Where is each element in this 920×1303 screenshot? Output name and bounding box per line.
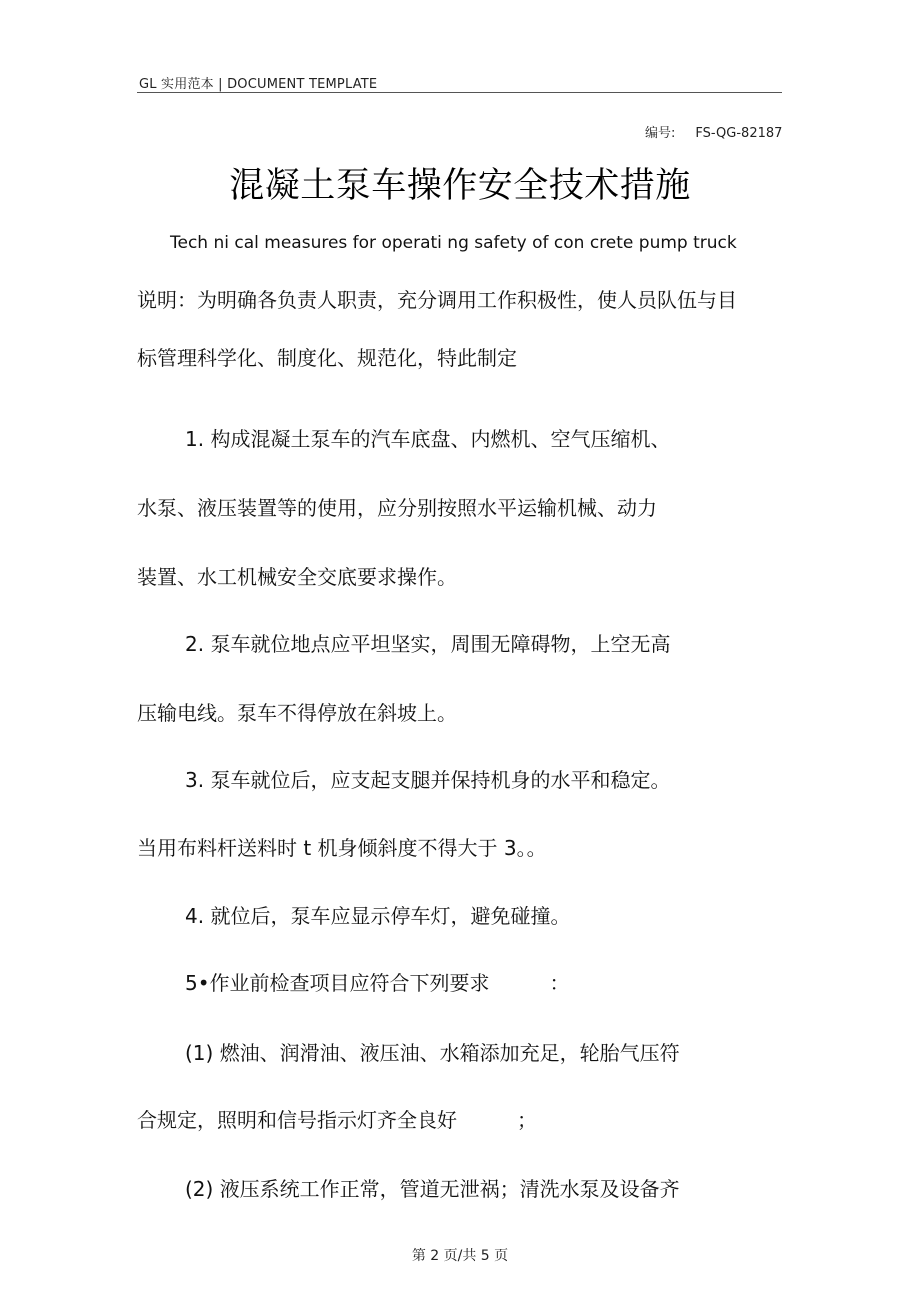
body-line: 当用布料杆送料时 t 机身倾斜度不得大于 3。。 bbox=[137, 836, 547, 860]
body-line: 压输电线。泵车不得停放在斜坡上。 bbox=[137, 701, 457, 725]
document-number-value: FS-QG-82187 bbox=[695, 126, 783, 141]
body-line: 装置、水工机械安全交底要求操作。 bbox=[137, 565, 457, 589]
header-divider bbox=[137, 92, 782, 93]
document-subtitle: Tech ni cal measures for operati ng safety of con crete pump truck bbox=[170, 233, 737, 253]
document-title: 混凝土泵车操作安全技术措施 bbox=[229, 166, 691, 206]
body-line: 水泵、液压装置等的使用，应分别按照水平运输机械、动力 bbox=[137, 496, 657, 520]
body-line: 2. 泵车就位地点应平坦坚实，周围无障碍物，上空无高 bbox=[185, 632, 671, 656]
document-number bbox=[645, 122, 782, 141]
body-line: (2) 液压系统工作正常，管道无泄祸；清洗水泵及设备齐 bbox=[185, 1177, 680, 1201]
header-template-label: GL 实用范本 | DOCUMENT TEMPLATE bbox=[139, 77, 378, 92]
document-number-label: 编号: bbox=[645, 126, 676, 141]
body-line: 3. 泵车就位后，应支起支腿并保持机身的水平和稳定。 bbox=[185, 768, 671, 792]
body-line: 1. 构成混凝土泵车的汽车底盘、内燃机、空气压缩机、 bbox=[185, 427, 671, 451]
body-line: 说明：为明确各负责人职责，充分调用工作积极性，使人员队伍与目 bbox=[137, 288, 737, 312]
body-line: 标管理科学化、制度化、规范化，特此制定 bbox=[137, 346, 517, 370]
body-line: 5•作业前检查项目应符合下列要求 ： bbox=[185, 971, 570, 995]
body-line: 4. 就位后，泵车应显示停车灯，避免碰撞。 bbox=[185, 904, 571, 928]
page-footer: 第 2 页/共 5 页 bbox=[411, 1248, 509, 1264]
body-line: 合规定，照明和信号指示灯齐全良好 ； bbox=[137, 1108, 537, 1132]
body-line: (1) 燃油、润滑油、液压油、水箱添加充足，轮胎气压符 bbox=[185, 1041, 680, 1065]
